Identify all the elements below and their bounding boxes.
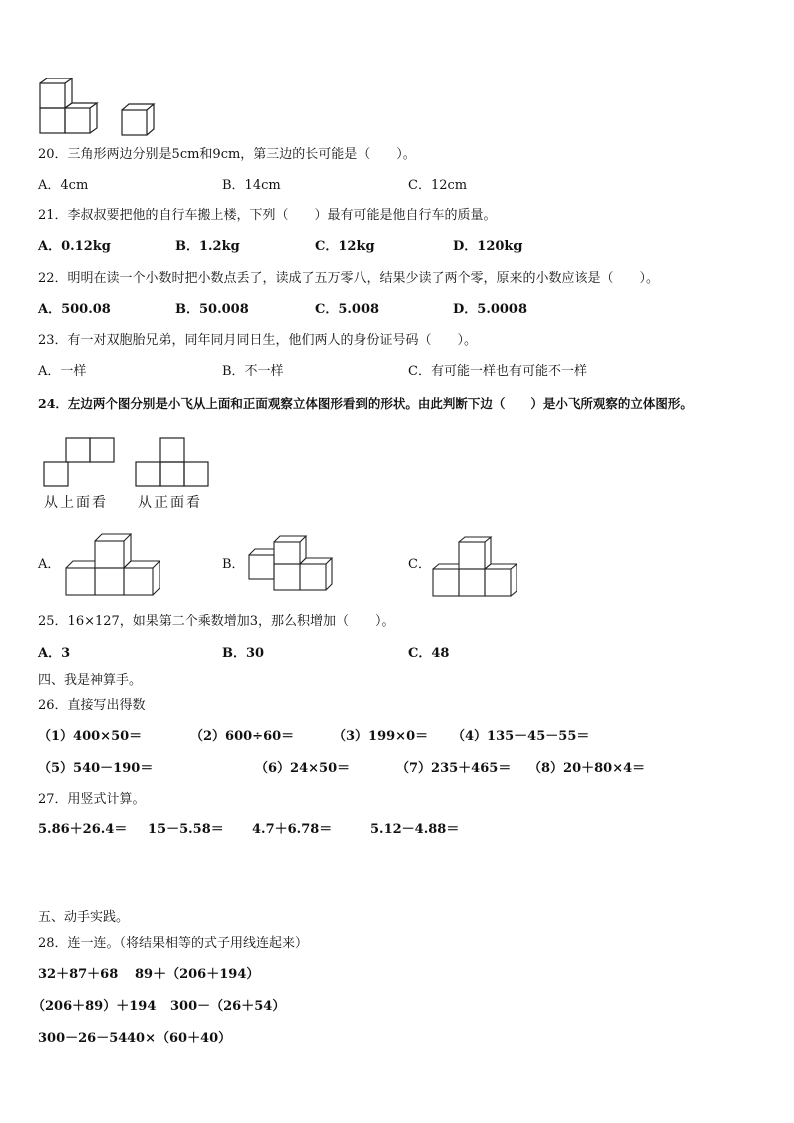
q21-option-a[interactable]: A．0.12kg	[38, 239, 111, 254]
q26-item-6: （6）24×50＝	[255, 761, 351, 776]
q26-item-1: （1）400×50＝	[38, 729, 143, 744]
q24-option-b[interactable]: B．	[222, 557, 245, 572]
q26-item-4: （4）135－45－55＝	[452, 729, 590, 744]
q21-option-d[interactable]: D．120kg	[453, 239, 523, 254]
q27-item-2: 15－5.58＝	[148, 822, 224, 837]
q24-option-a[interactable]: A．	[38, 557, 61, 572]
q25-option-a[interactable]: A．3	[38, 646, 71, 661]
question-21: 21．李叔叔要把他的自行车搬上楼，下列（ ）最有可能是他自行车的质量。	[38, 208, 497, 223]
q28-left-3[interactable]: 300－26－54	[38, 1031, 128, 1046]
q27-item-3: 4.7＋6.78＝	[252, 822, 333, 837]
q27-item-4: 5.12－4.88＝	[370, 822, 460, 837]
q20-option-c[interactable]: C．12cm	[408, 178, 468, 193]
q26-item-5: （5）540－190＝	[38, 761, 154, 776]
top-view-figure	[42, 436, 120, 490]
question-25: 25．16×127，如果第二个乘数增加3，那么积增加（ ）。	[38, 614, 395, 629]
q24-option-a-figure[interactable]	[64, 530, 160, 598]
front-view-figure	[134, 436, 214, 490]
q25-option-c[interactable]: C．48	[408, 646, 450, 661]
q22-option-b[interactable]: B．50.008	[175, 302, 249, 317]
q24-option-c[interactable]: C．	[408, 557, 431, 572]
q26-item-3: （3）199×0＝	[333, 729, 429, 744]
q24-option-c-figure[interactable]	[431, 536, 517, 600]
q27-item-1: 5.86＋26.4＝	[38, 822, 128, 837]
section-5-heading: 五、动手实践。	[38, 910, 130, 925]
top-view-caption: 从上面看	[44, 495, 108, 511]
q28-right-1[interactable]: 89＋（206＋194）	[135, 967, 260, 982]
question-20: 20．三角形两边分别是5cm和9cm，第三边的长可能是（ ）。	[38, 147, 416, 162]
question-23: 23．有一对双胞胎兄弟，同年同月同日生，他们两人的身份证号码（ ）。	[38, 333, 478, 348]
q28-right-3[interactable]: 40×（60＋40）	[127, 1031, 232, 1046]
q22-option-a[interactable]: A．500.08	[38, 302, 111, 317]
q23-option-b[interactable]: B．不一样	[222, 364, 284, 379]
q26-item-8: （8）20＋80×4＝	[528, 761, 646, 776]
q21-option-b[interactable]: B．1.2kg	[175, 239, 240, 254]
q20-option-b[interactable]: B．14cm	[222, 178, 281, 193]
q21-option-c[interactable]: C．12kg	[315, 239, 375, 254]
question-24: 24．左边两个图分别是小飞从上面和正面观察立体图形看到的形状。由此判断下边（ ）是小飞所观察的立体图形。	[38, 396, 693, 411]
section-4-heading: 四、我是神算手。	[38, 673, 143, 688]
q22-option-d[interactable]: D．5.0008	[453, 302, 528, 317]
q23-option-a[interactable]: A．一样	[38, 364, 87, 379]
q26-item-2: （2）600÷60＝	[190, 729, 295, 744]
question-27: 27．用竖式计算。	[38, 792, 146, 807]
cube-figure-right	[120, 103, 156, 137]
question-22: 22．明明在读一个小数时把小数点丢了，读成了五万零八，结果少读了两个零，原来的小数应该是（ ）。	[38, 271, 660, 286]
cube-figure-left	[38, 78, 102, 136]
q22-option-c[interactable]: C．5.008	[315, 302, 380, 317]
q26-item-7: （7）235＋465＝	[396, 761, 512, 776]
front-view-caption: 从正面看	[138, 495, 202, 511]
q24-option-b-figure[interactable]	[247, 533, 337, 593]
q28-right-2[interactable]: 300－（26＋54）	[170, 999, 286, 1014]
q28-left-1[interactable]: 32＋87＋68	[38, 967, 119, 982]
q28-left-2[interactable]: （206＋89）＋194	[32, 999, 157, 1014]
q25-option-b[interactable]: B．30	[222, 646, 265, 661]
q23-option-c[interactable]: C．有可能一样也有可能不一样	[408, 364, 587, 379]
question-28: 28．连一连。（将结果相等的式子用线连起来）	[38, 936, 309, 951]
question-26: 26．直接写出得数	[38, 698, 146, 713]
q20-option-a[interactable]: A．4cm	[38, 178, 89, 193]
